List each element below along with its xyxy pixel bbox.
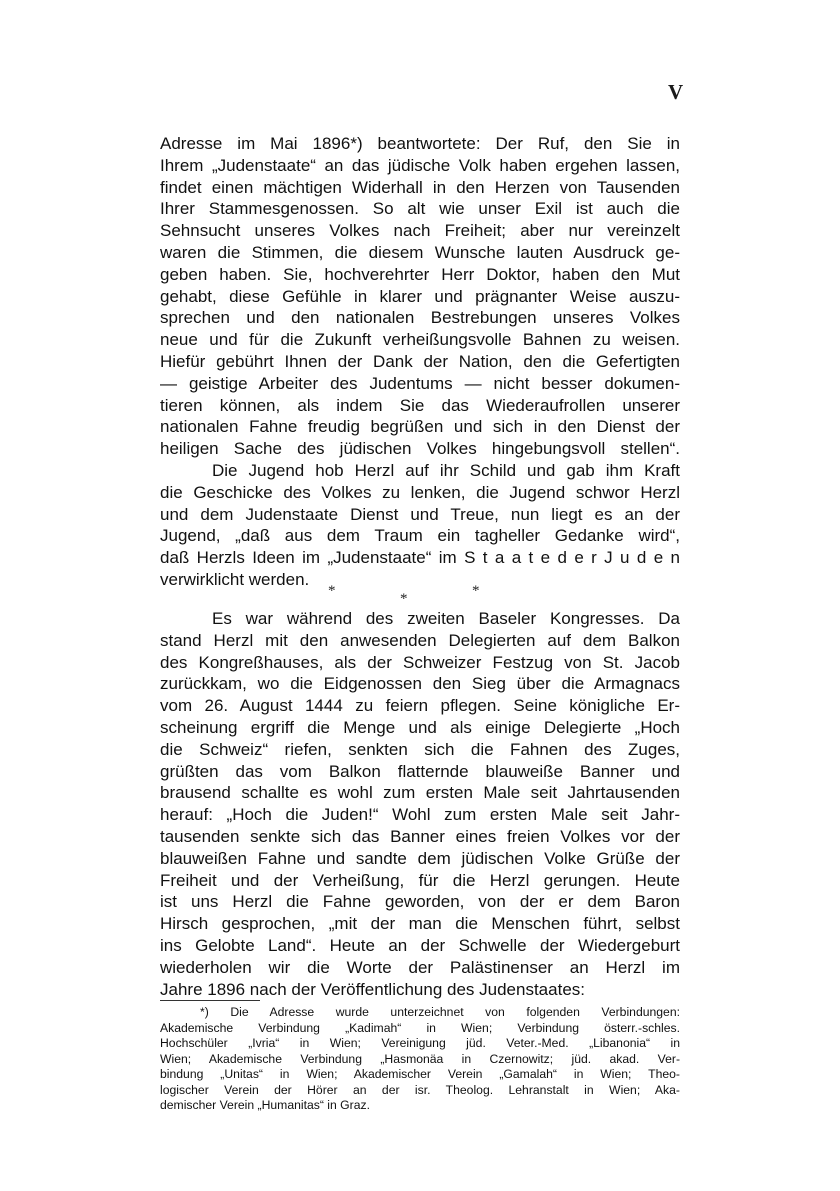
text-line: nationalen Fahne freudig begrüßen und sich in den Dienst der	[160, 417, 680, 437]
text-line: Ihrer Stammesgenossen. So alt wie unser Exil ist auch die	[160, 199, 680, 219]
text-line: tieren können, als indem Sie das Wiederaufrollen unserer	[160, 395, 680, 415]
footnote	[160, 1005, 680, 1114]
text-line: Hiefür gebührt Ihnen der Dank der Nation, den die Gefertigten	[160, 351, 680, 371]
footnote-line: demischer Verein „Humanitas“ in Graz.	[160, 1098, 370, 1112]
section-separator	[326, 583, 496, 609]
text-line: des Kongreßhauses, als der Schweizer Festzug von St. Jacob	[160, 652, 680, 672]
text-line: Jugend, „daß aus dem Traum ein tagheller Gedanke wird“,	[160, 526, 680, 546]
text-line: die Schweiz“ riefen, senkten sich die Fahnen des Zuges,	[160, 739, 680, 759]
text-line: waren die Stimmen, die diesem Wunsche lauten Ausdruck ge-	[160, 242, 680, 262]
text-line: Ihrem „Judenstaate“ an das jüdische Volk haben ergehen lassen,	[160, 155, 680, 175]
text-line: stand Herzl mit den anwesenden Delegierten auf dem Balkon	[160, 630, 680, 650]
text-line: Adresse im Mai 1896*) beantwortete: Der Ruf, den Sie in	[160, 134, 680, 153]
text-line: heiligen Sache des jüdischen Volkes hingebungsvoll stellen“.	[160, 439, 680, 459]
text-line: Freiheit und der Verheißung, für die Herzl gerungen. Heute	[160, 870, 680, 890]
asterisk: *	[472, 583, 480, 599]
text-line: geben haben. Sie, hochverehrter Herr Doktor, haben den Mut	[160, 264, 680, 284]
footnote-line: bindung „Unitas“ in Wien; Akademischer Verein „Gamalah“ in Wien; Theo-	[160, 1067, 680, 1081]
text-line: herauf: „Hoch die Juden!“ Wohl zum ersten Male seit Jahr-	[160, 805, 680, 825]
text-line: Hirsch gesprochen, „mit der man die Menschen führt, selbst	[160, 914, 680, 934]
text-line: gehabt, diese Gefühle in klarer und prägnanter Weise auszu-	[160, 286, 680, 306]
footnote-line: *) Die Adresse wurde unterzeichnet von folgenden Verbindungen:	[200, 1005, 680, 1019]
text-line: brausend schallte es wohl zum ersten Male seit Jahrtausenden	[160, 783, 680, 803]
text-line: verwirklicht werden.	[160, 569, 310, 589]
text-line: ins Gelobte Land“. Heute an der Schwelle der Wiedergeburt	[160, 935, 680, 955]
text-line: daß Herzls Ideen im „Judenstaate“ im S t a a t e d e r J u d e n	[160, 548, 680, 568]
main-text	[160, 133, 680, 591]
text-line: wiederholen wir die Worte der Palästinenser an Herzl im	[160, 957, 680, 977]
footnote-rule	[160, 1000, 260, 1001]
text-line: Jahre 1896 nach der Veröffentlichung des Judenstaates:	[160, 979, 585, 999]
second-section-text	[160, 608, 680, 1000]
text-line: vom 26. August 1444 zu feiern pflegen. Seine königliche Er-	[160, 696, 680, 716]
footnote-line: Wien; Akademische Verbindung „Hasmonäa in Czernowitz; jüd. akad. Ver-	[160, 1051, 680, 1066]
text-line: blauweißen Fahne und sandte dem jüdischen Volke Grüße der	[160, 848, 680, 868]
text-line: Sehnsucht unseres Volkes nach Freiheit; aber nur vereinzelt	[160, 221, 680, 241]
footnote-line: logischer Verein der Hörer an der isr. Theolog. Lehranstalt in Wien; Aka-	[160, 1082, 680, 1097]
text-line: die Geschicke des Volkes zu lenken, die Jugend schwor Herzl	[160, 482, 680, 502]
text-line: tausenden senkte sich das Banner eines freien Volkes vor der	[160, 826, 680, 846]
asterisk: *	[400, 591, 408, 607]
text-line: grüßten das vom Balkon flatternde blauweiße Banner und	[160, 761, 680, 781]
text-line: zurückkam, wo die Eidgenossen den Sieg über die Armagnacs	[160, 674, 680, 694]
footnote-line: Akademische Verbindung „Kadimah“ in Wien; Verbindung österr.-schles.	[160, 1020, 680, 1035]
text-line: sprechen und den nationalen Bestrebungen unseres Volkes	[160, 308, 680, 328]
footnote-line: Hochschüler „Ivria“ in Wien; Vereinigung jüd. Veter.-Med. „Libanonia“ in	[160, 1036, 680, 1050]
text-line: findet einen mächtigen Widerhall in den Herzen von Tausenden	[160, 177, 680, 197]
text-line: Die Jugend hob Herzl auf ihr Schild und gab ihm Kraft	[212, 460, 680, 480]
page-number: V	[668, 80, 684, 104]
text-line: Es war während des zweiten Baseler Kongresses. Da	[212, 609, 680, 628]
text-line: ist uns Herzl die Fahne geworden, von der er dem Baron	[160, 892, 680, 912]
asterisk: *	[328, 583, 336, 599]
text-line: scheinung ergriff die Menge und als einige Delegierte „Hoch	[160, 717, 680, 737]
text-line: neue und für die Zukunft verheißungsvolle Bahnen zu weisen.	[160, 330, 680, 350]
text-line: und dem Judenstaate Dienst und Treue, nun liegt es an der	[160, 504, 680, 524]
text-line: — geistige Arbeiter des Judentums — nicht besser dokumen-	[160, 373, 680, 393]
